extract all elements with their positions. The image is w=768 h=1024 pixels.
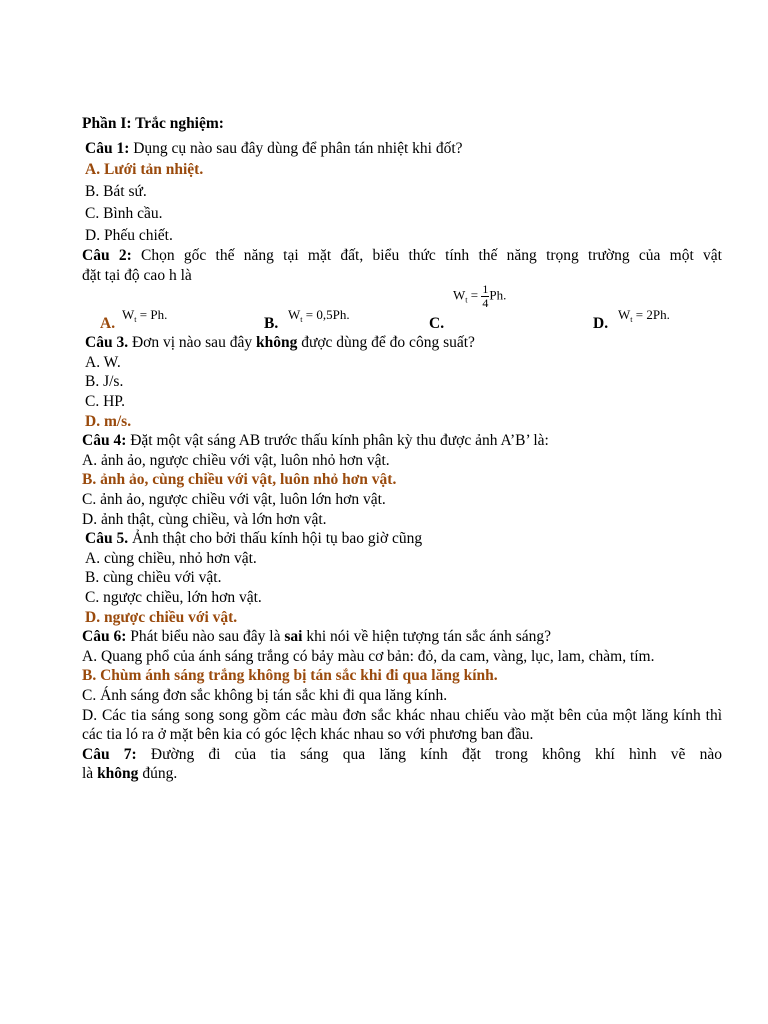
question-4-option-a: A. ảnh ảo, ngược chiều với vật, luôn nhỏ hơn vật. (82, 451, 390, 469)
question-3: Câu 3. Đơn vị nào sau đây không được dùng để đo công suất? (85, 334, 475, 352)
question-2 (82, 246, 722, 266)
question-2-text-line1: Chọn gốc thế năng tại mặt đất, biểu thức tính thế năng trọng trường của một vật (131, 247, 722, 265)
question-2-label: Câu 2: (82, 247, 132, 265)
question-4-option-b: B. ảnh ảo, cùng chiều với vật, luôn nhỏ hơn vật. (82, 471, 397, 489)
question-1-text: Dụng cụ nào sau đây dùng để phân tán nhiệt khi đốt? (129, 139, 463, 157)
question-2-option-a (100, 285, 240, 333)
question-4: Câu 4: Đặt một vật sáng AB trước thấu kính phân kỳ thu được ảnh A’B’ là: (82, 432, 549, 450)
question-5-option-a: A. cùng chiều, nhỏ hơn vật. (85, 549, 257, 567)
question-3-option-b: B. J/s. (85, 373, 124, 391)
question-2-options (82, 282, 722, 333)
question-2-option-c (429, 282, 569, 333)
question-2-option-a-label: A. (100, 314, 116, 332)
question-3-option-c: C. HP. (85, 393, 126, 411)
question-2-option-a-formula: $W_t = Ph$. (122, 307, 168, 325)
question-2-option-c-label: C. (429, 314, 445, 332)
question-1 (82, 139, 722, 159)
question-6-label: Câu 6: (82, 628, 127, 646)
question-2-option-b-label: B. (264, 314, 279, 332)
question-2-option-b (264, 285, 404, 333)
question-2-option-b-formula: $W_t = 0,5Ph$. (288, 307, 350, 325)
question-2-text-line2: đặt tại độ cao h là (82, 266, 192, 284)
question-2-option-d (593, 285, 733, 333)
question-7-label: Câu 7: (82, 745, 137, 763)
question-6-option-d: D. Các tia sáng song song gồm các màu đơn sắc khác nhau chiếu vào mặt bên của một lăng kính thì các tia ló ra ở mặt bên kia có góc lệch khác nhau so với phương ban đầu. (82, 706, 722, 744)
question-7-text-line2: là không đúng. (82, 765, 178, 783)
question-5-option-d: D. ngược chiều với vật. (85, 608, 238, 626)
question-2-option-c-formula: $W_t$ = $\frac{1}{4}$ Ph. (453, 282, 507, 311)
document-page (82, 114, 722, 784)
question-6-option-c: C. Ánh sáng đơn sắc không bị tán sắc khi đi qua lăng kính. (82, 686, 448, 704)
question-5: Câu 5. Ảnh thật cho bởi thấu kính hội tụ bao giờ cũng (85, 530, 423, 548)
question-3-option-a: A. W. (85, 353, 121, 371)
question-6: Câu 6: Phát biểu nào sau đây là sai khi nói về hiện tượng tán sắc ánh sáng? (82, 628, 552, 646)
question-7: Câu 7: Đường đi của tia sáng qua lăng kính đặt trong không khí hình vẽ nào (82, 745, 722, 763)
section-title: Phần I: Trắc nghiệm: (82, 115, 224, 132)
question-3-label: Câu 3. (85, 334, 129, 352)
question-5-option-c: C. ngược chiều, lớn hơn vật. (85, 588, 262, 606)
question-6-option-a: A. Quang phổ của ánh sáng trắng có bảy màu cơ bản: đỏ, da cam, vàng, lục, lam, chàm, tím. (82, 647, 655, 665)
question-2-option-d-formula: $W_t = 2Ph$. (618, 307, 670, 325)
question-5-option-b: B. cùng chiều với vật. (85, 569, 222, 587)
question-4-label: Câu 4: (82, 432, 127, 450)
question-2-option-d-label: D. (593, 314, 609, 332)
question-1-option-b: B. Bát sứ. (85, 183, 147, 201)
question-1-label: Câu 1: (85, 139, 130, 157)
question-4-option-d: D. ảnh thật, cùng chiều, và lớn hơn vật. (82, 510, 327, 528)
question-3-option-d: D. m/s. (85, 412, 132, 430)
question-1-option-c: C. Bình cầu. (85, 205, 163, 223)
question-5-label: Câu 5. (85, 530, 129, 548)
question-4-option-c: C. ảnh ảo, ngược chiều với vật, luôn lớn hơn vật. (82, 491, 386, 508)
question-6-option-b: B. Chùm ánh sáng trắng không bị tán sắc khi đi qua lăng kính. (82, 667, 498, 685)
question-1-option-d: D. Phếu chiết. (85, 227, 173, 245)
question-1-option-a: A. Lưới tản nhiệt. (85, 161, 204, 179)
